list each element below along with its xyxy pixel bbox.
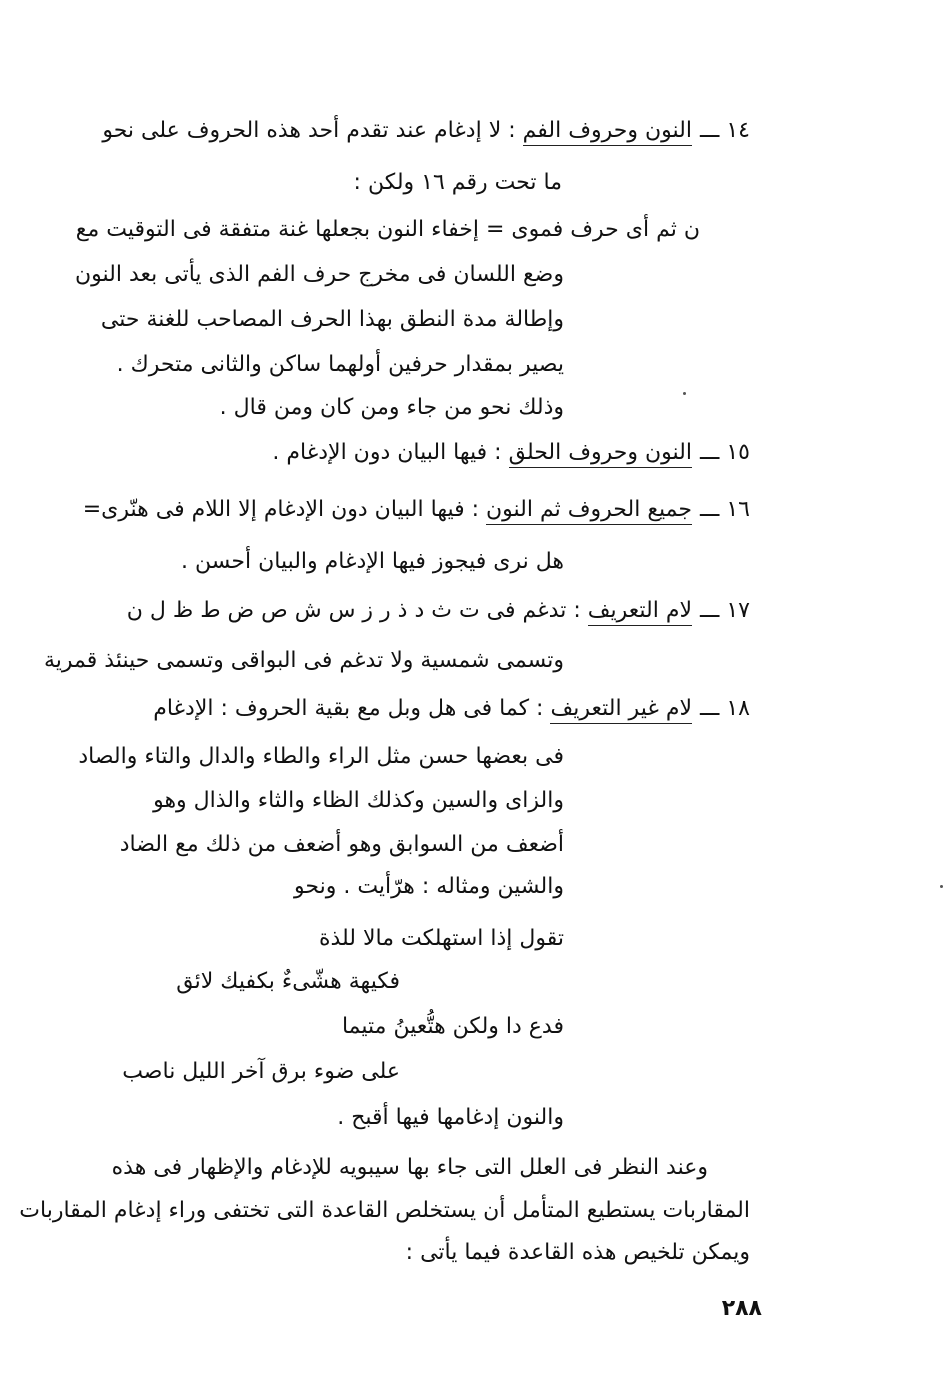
item-text: : لا إدغام عند تقدم أحد هذه الحروف على نحو [102, 118, 516, 143]
item-title: النون وحروف الحلق [509, 440, 692, 468]
scan-speck [940, 885, 943, 888]
item-continuation: وتسمى شمسية ولا تدغم فى البواقى وتسمى حينئذ قمرية [44, 648, 564, 673]
item-title: لام غير التعريف [550, 696, 692, 724]
closing-line: وعند النظر فى العلل التى جاء بها سيبويه للإدغام والإظهار فى هذه [111, 1155, 708, 1180]
item-title: لام التعريف [588, 598, 692, 626]
body-line: ن ثم أى حرف فموى = إخفاء النون بجعلها غنة متفقة فى التوقيت مع [75, 217, 700, 242]
body-line: والشين ومثاله : هرّأيت . ونحو [294, 874, 564, 899]
item-text: : فيها البيان دون الإدغام . [272, 440, 502, 465]
item-number: ١٧ ـــ [700, 598, 750, 623]
item-text: : تدغم فى ت ث د ذ ر ز س ش ص ض ط ظ ل ن [126, 598, 581, 623]
body-line: يصير بمقدار حرفين أولهما ساكن والثانى متحرك . [116, 352, 564, 377]
item-number: ١٦ ـــ [700, 497, 750, 522]
body-line: وضع اللسان فى مخرج حرف الفم الذى يأتى بعد النون [75, 262, 564, 287]
scan-speck [683, 392, 686, 395]
item-heading-line [100, 694, 692, 724]
item-number: ١٨ ـــ [700, 696, 750, 721]
poem-line: والنون إدغامها فيها أقبح . [337, 1105, 564, 1130]
item-heading-line [82, 495, 692, 525]
body-line: أضعف من السوابق وهو أضعف من ذلك مع الضاد [119, 832, 564, 857]
item-number: ١٥ ـــ [700, 440, 750, 465]
item-continuation: ما تحت رقم ١٦ ولكن : [353, 170, 562, 195]
poem-line: فكيهة هشّىءٌ بكفيك لائق [176, 969, 400, 994]
closing-line: ويمكن تلخيص هذه القاعدة فيما يأتى : [405, 1240, 750, 1265]
item-continuation: هل نرى فيجوز فيها الإدغام والبيان أحسن . [181, 549, 564, 574]
item-heading-line [100, 596, 692, 626]
body-line: فى بعضها حسن مثل الراء والطاء والدال والتاء والصاد [78, 744, 564, 769]
poem-line: تقول إذا استهلكت مالا للذة [318, 926, 564, 951]
item-number: ١٤ ـــ [700, 118, 750, 143]
body-line: والزاى والسين وكذلك الظاء والثاء والذال وهو [153, 788, 564, 813]
poem-line: على ضوء برق آخر الليل ناصب [122, 1059, 400, 1084]
closing-line: المقاربات يستطيع المتأمل أن يستخلص القاعدة التى تختفى وراء إدغام المقاربات [19, 1198, 750, 1223]
page-number: ٢٨٨ [721, 1296, 762, 1321]
item-text: : كما فى هل وبل مع بقية الحروف : الإدغام [153, 696, 544, 721]
item-heading-line [100, 116, 692, 146]
body-line: وذلك نحو من جاء ومن كان ومن قال . [219, 395, 564, 420]
poem-line: فدع دا ولكن هتُّعينُ متيما [341, 1014, 564, 1039]
item-title: النون وحروف الفم [523, 118, 692, 146]
item-heading-line [200, 438, 692, 468]
item-title: جميع الحروف ثم النون [486, 497, 692, 525]
item-text: : فيها البيان دون الإدغام إلا اللام فى هنّرى= [82, 497, 480, 522]
body-line: وإطالة مدة النطق بهذا الحرف المصاحب للغنة حتى [100, 307, 564, 332]
